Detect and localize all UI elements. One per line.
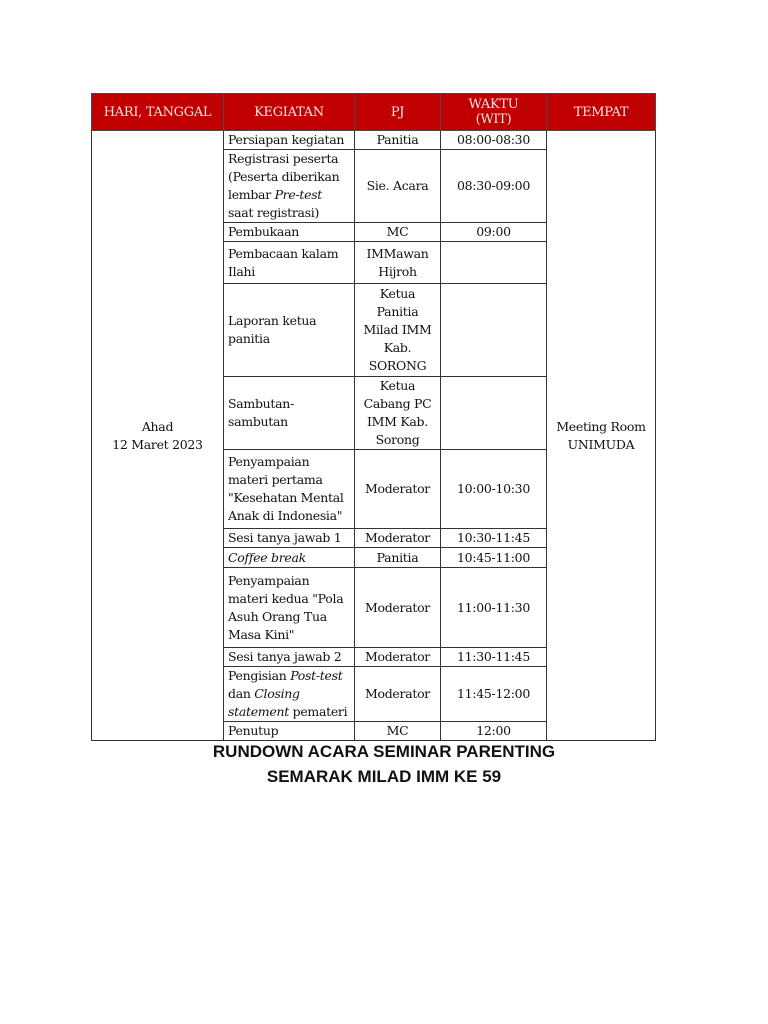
kegiatan-cell: Penutup bbox=[224, 722, 355, 741]
kegiatan-cell: Registrasi peserta (Peserta diberikan lembar Pre-test saat registrasi) bbox=[224, 150, 355, 223]
kegiatan-cell: Sesi tanya jawab 2 bbox=[224, 648, 355, 667]
place-cell bbox=[547, 131, 656, 741]
pj-cell: MC bbox=[355, 223, 441, 242]
pj-cell: Panitia bbox=[355, 131, 441, 150]
waktu-cell: 12:00 bbox=[441, 722, 547, 741]
header-waktu bbox=[441, 94, 547, 131]
kegiatan-cell: Persiapan kegiatan bbox=[224, 131, 355, 150]
waktu-cell bbox=[441, 242, 547, 284]
table-header-row bbox=[92, 94, 656, 131]
pj-cell: Moderator bbox=[355, 667, 441, 722]
kegiatan-cell: Penyampaian materi kedua "Pola Asuh Orang Tua Masa Kini" bbox=[224, 568, 355, 648]
header-pj: PJ bbox=[355, 94, 441, 131]
pj-cell: Ketua Cabang PC IMM Kab. Sorong bbox=[355, 377, 441, 450]
header-waktu-line1: WAKTU bbox=[468, 97, 519, 112]
waktu-cell: 11:30-11:45 bbox=[441, 648, 547, 667]
waktu-cell: 10:00-10:30 bbox=[441, 450, 547, 529]
caption-title: RUNDOWN ACARA SEMINAR PARENTING bbox=[212, 742, 556, 761]
pj-cell: Panitia bbox=[355, 548, 441, 568]
waktu-cell: 10:30-11:45 bbox=[441, 529, 547, 548]
waktu-cell: 10:45-11:00 bbox=[441, 548, 547, 568]
kegiatan-cell: Pengisian Post-test dan Closing statement pemateri bbox=[224, 667, 355, 722]
waktu-cell bbox=[441, 377, 547, 450]
pj-cell: Ketua Panitia Milad IMM Kab. SORONG bbox=[355, 284, 441, 377]
kegiatan-cell: Penyampaian materi pertama "Kesehatan Mental Anak di Indonesia" bbox=[224, 450, 355, 529]
header-tempat: TEMPAT bbox=[547, 94, 656, 131]
waktu-cell: 09:00 bbox=[441, 223, 547, 242]
rundown-table bbox=[91, 93, 656, 741]
pj-cell: Moderator bbox=[355, 529, 441, 548]
kegiatan-cell: Sesi tanya jawab 1 bbox=[224, 529, 355, 548]
place-line2: UNIMUDA bbox=[567, 436, 635, 452]
day-name: Ahad bbox=[141, 418, 174, 434]
header-kegiatan: KEGIATAN bbox=[224, 94, 355, 131]
kegiatan-cell: Pembukaan bbox=[224, 223, 355, 242]
pj-cell: Moderator bbox=[355, 450, 441, 529]
pj-cell: MC bbox=[355, 722, 441, 741]
waktu-cell: 11:00-11:30 bbox=[441, 568, 547, 648]
caption-subtitle: SEMARAK MILAD IMM KE 59 bbox=[266, 767, 502, 786]
kegiatan-cell: Sambutan-sambutan bbox=[224, 377, 355, 450]
pj-cell: Moderator bbox=[355, 568, 441, 648]
kegiatan-cell: Laporan ketua panitia bbox=[224, 284, 355, 377]
pj-cell: IMMawan Hijroh bbox=[355, 242, 441, 284]
pj-cell: Sie. Acara bbox=[355, 150, 441, 223]
waktu-cell bbox=[441, 284, 547, 377]
day-cell bbox=[92, 131, 224, 741]
pj-cell: Moderator bbox=[355, 648, 441, 667]
place-line1: Meeting Room bbox=[556, 418, 646, 434]
waktu-cell: 08:00-08:30 bbox=[441, 131, 547, 150]
kegiatan-cell: Pembacaan kalam Ilahi bbox=[224, 242, 355, 284]
waktu-cell: 11:45-12:00 bbox=[441, 667, 547, 722]
header-waktu-line2: (WIT) bbox=[475, 112, 512, 127]
kegiatan-cell: Coffee break bbox=[224, 548, 355, 568]
header-hari-tanggal: HARI, TANGGAL bbox=[92, 94, 224, 131]
waktu-cell: 08:30-09:00 bbox=[441, 150, 547, 223]
day-date: 12 Maret 2023 bbox=[112, 436, 203, 452]
table-row bbox=[92, 131, 656, 150]
